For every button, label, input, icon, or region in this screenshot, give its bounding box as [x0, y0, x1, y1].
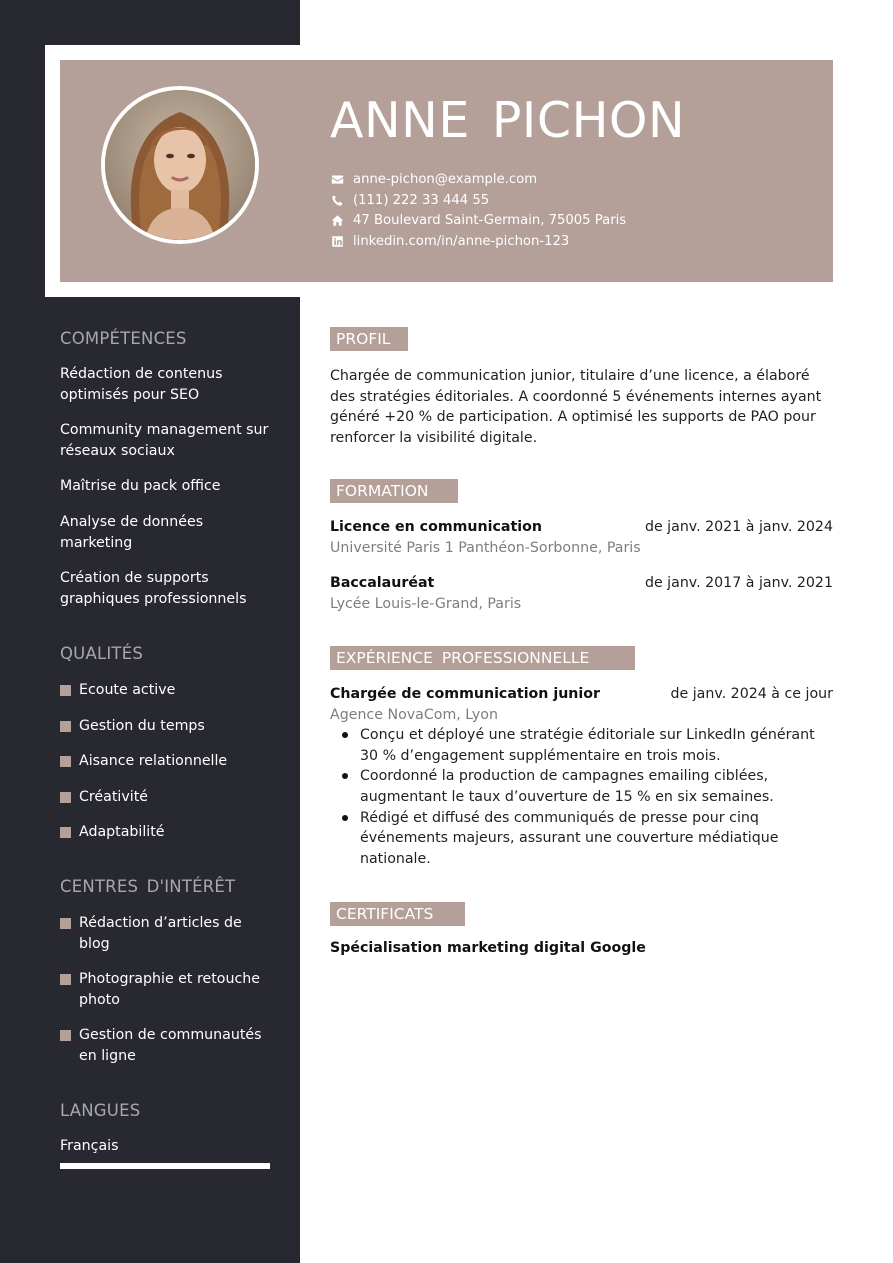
language-level-bar	[60, 1163, 270, 1169]
contact-address-text: 47 Boulevard Saint-Germain, 75005 Paris	[353, 213, 627, 229]
experience-entry	[330, 684, 833, 705]
candidate-name: ANNE PICHON	[330, 92, 686, 149]
interest-item: Rédaction d’articles de blog	[60, 913, 275, 954]
profile-text: Chargée de communication junior, titulaire d’une licence, a élaboré des stratégies éditoriales. A coordonné 5 événements internes ayant généré +20 % de participation. A optimisé les supports de PAO pour renforcer la visibilité digitale.	[330, 368, 822, 446]
skill-item: Création de supports graphiques professionnels	[60, 570, 247, 607]
contact-list	[330, 169, 626, 252]
experience-title: EXPÉRIENCE PROFESSIONNELLE	[330, 646, 635, 670]
profile-section	[330, 327, 833, 448]
skill-item: Analyse de données marketing	[60, 513, 204, 551]
company-name: Agence NovaCom, Lyon	[330, 706, 498, 723]
contact-linkedin-text: linkedin.com/in/anne-pichon-123	[353, 233, 570, 249]
education-title: FORMATION	[330, 479, 458, 503]
degree-dates: de janv. 2021 à janv. 2024	[644, 519, 833, 535]
qualities-section	[60, 644, 275, 843]
square-bullet-icon	[60, 1030, 71, 1041]
contact-email[interactable]	[330, 169, 626, 190]
achievement-item: Coordonné la production de campagnes emailing ciblées, augmentant le taux d’ouverture de 15 % en six semaines.	[330, 766, 833, 807]
interest-item: Photographie et retouche photo	[60, 969, 275, 1010]
qualities-title: QUALITÉS	[60, 644, 143, 663]
quality-item: Aisance relationnelle	[60, 751, 275, 772]
bullet-dot-icon	[342, 773, 348, 779]
languages-section	[60, 1101, 275, 1169]
profile-photo	[101, 86, 259, 244]
square-bullet-icon	[60, 792, 71, 803]
skill-item: Rédaction de contenus optimisés pour SEO	[60, 366, 223, 403]
job-achievements	[330, 725, 833, 869]
square-bullet-icon	[60, 974, 71, 985]
school-name: Université Paris 1 Panthéon-Sorbonne, Paris	[330, 539, 641, 556]
bullet-dot-icon	[342, 815, 348, 821]
achievement-item: Rédigé et diffusé des communiqués de presse pour cinq événements majeurs, assurant une couverture médiatique nationale.	[330, 808, 833, 870]
bullet-dot-icon	[342, 732, 348, 738]
languages-title: LANGUES	[60, 1101, 141, 1120]
phone-icon	[330, 193, 344, 207]
interest-item: Gestion de communautés en ligne	[60, 1025, 275, 1066]
skills-title: COMPÉTENCES	[60, 329, 187, 348]
certificates-section	[330, 902, 833, 956]
skill-item: Community management sur réseaux sociaux	[60, 422, 269, 459]
interests-section	[60, 877, 275, 1067]
quality-item: Ecoute active	[60, 680, 275, 701]
education-section	[330, 479, 833, 614]
quality-item: Créativité	[60, 787, 275, 808]
skills-section	[60, 329, 275, 609]
education-entry	[330, 573, 833, 594]
quality-item: Adaptabilité	[60, 822, 275, 843]
certificate-item: Spécialisation marketing digital Google	[330, 940, 646, 956]
job-dates: de janv. 2024 à ce jour	[670, 686, 833, 702]
profile-title: PROFIL	[330, 327, 408, 351]
square-bullet-icon	[60, 756, 71, 767]
contact-linkedin[interactable]	[330, 231, 626, 252]
certificates-title: CERTIFICATS	[330, 902, 465, 926]
contact-address	[330, 210, 626, 231]
contact-email-text: anne-pichon@example.com	[353, 171, 538, 187]
contact-phone-text: (111) 222 33 444 55	[353, 192, 490, 208]
degree-title: Licence en communication	[330, 519, 542, 535]
square-bullet-icon	[60, 827, 71, 838]
education-entry	[330, 517, 833, 538]
school-name: Lycée Louis-le-Grand, Paris	[330, 595, 522, 612]
quality-item: Gestion du temps	[60, 716, 275, 737]
linkedin-icon	[330, 234, 344, 248]
square-bullet-icon	[60, 685, 71, 696]
experience-section	[330, 646, 833, 869]
achievement-item: Conçu et déployé une stratégie éditoriale sur LinkedIn générant 30 % d’engagement supplémentaire en trois mois.	[330, 725, 833, 766]
language-name: Français	[60, 1138, 119, 1154]
square-bullet-icon	[60, 721, 71, 732]
skill-item: Maîtrise du pack office	[60, 478, 221, 495]
degree-title: Baccalauréat	[330, 575, 435, 592]
contact-phone[interactable]	[330, 190, 626, 211]
envelope-icon	[330, 172, 344, 186]
square-bullet-icon	[60, 918, 71, 929]
portrait-image	[105, 90, 255, 240]
home-icon	[330, 214, 344, 228]
interests-title: CENTRES D'INTÉRÊT	[60, 877, 236, 896]
job-title: Chargée de communication junior	[330, 686, 601, 702]
degree-dates: de janv. 2017 à janv. 2021	[644, 575, 833, 592]
